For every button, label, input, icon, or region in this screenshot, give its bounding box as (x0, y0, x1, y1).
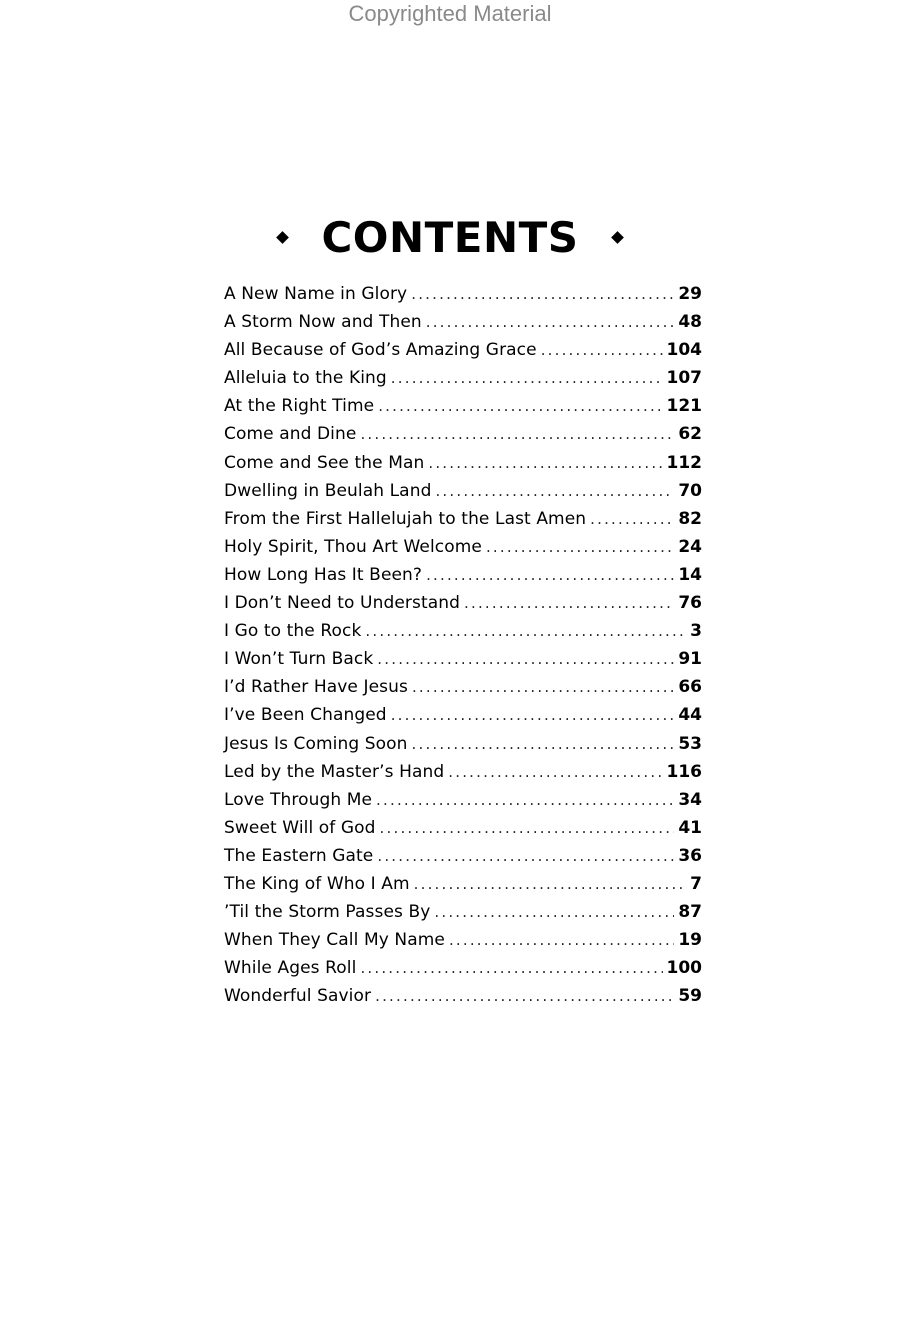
toc-entry-page: 100 (666, 958, 702, 979)
dot-leader (377, 645, 674, 673)
toc-entry-page: 29 (678, 284, 702, 304)
toc-entry-page: 44 (678, 705, 702, 726)
toc-entry-page: 62 (678, 424, 702, 445)
toc-entry (224, 982, 702, 1010)
toc-entry-title: Holy Spirit, Thou Art Welcome (224, 536, 482, 557)
dot-leader (391, 364, 663, 392)
dot-leader (412, 730, 675, 758)
toc-entry (224, 645, 702, 673)
toc-entry (224, 954, 702, 982)
dot-leader (377, 842, 674, 870)
toc-entry-page: 7 (690, 873, 702, 894)
toc-entry-page: 34 (678, 789, 702, 810)
toc-entry-page: 121 (666, 396, 702, 417)
toc-entry-title: I Go to the Rock (224, 621, 362, 642)
toc-entry (224, 617, 702, 645)
toc-entry-page: 3 (690, 621, 702, 642)
toc-entry-page: 116 (666, 761, 702, 782)
toc-entry (224, 561, 702, 589)
toc-entry-page: 19 (678, 930, 702, 951)
dot-leader (411, 280, 674, 308)
dot-leader (435, 477, 674, 505)
toc-entry-title: Led by the Master’s Hand (224, 761, 445, 782)
toc-entry-page: 70 (678, 480, 702, 501)
dot-leader (360, 420, 674, 448)
toc-entry-title: I Don’t Need to Understand (224, 593, 461, 614)
toc-entry-title: The Eastern Gate (224, 845, 374, 866)
toc-entry-title: While Ages Roll (224, 958, 357, 979)
contents-heading (0, 212, 900, 264)
toc-entry-title: A Storm Now and Then (224, 312, 422, 333)
toc-entry (224, 870, 702, 898)
toc-entry-title: I Won’t Turn Back (224, 649, 374, 670)
dot-leader (486, 533, 674, 561)
copyright-watermark: Copyrighted Material (348, 1, 552, 26)
dot-leader (412, 673, 674, 701)
toc-entry (224, 364, 702, 392)
toc-entry (224, 673, 702, 701)
dot-leader (414, 870, 687, 898)
toc-entry-title: ’Til the Storm Passes By (224, 902, 431, 923)
toc-entry-page: 53 (678, 733, 702, 754)
toc-entry-title: I’d Rather Have Jesus (224, 677, 408, 698)
toc-entry-title: I’ve Been Changed (224, 705, 387, 726)
toc-entry-title: Jesus Is Coming Soon (224, 733, 408, 754)
dot-leader (360, 954, 662, 982)
dot-leader (375, 982, 674, 1010)
dot-leader (376, 786, 674, 814)
dot-leader (434, 898, 674, 926)
contents-heading-text: CONTENTS (321, 213, 579, 262)
toc-entry-page: 36 (678, 845, 702, 866)
toc-entry-title: A New Name in Glory (224, 284, 408, 304)
toc-entry-page: 24 (678, 536, 702, 557)
toc-entry (224, 758, 702, 786)
toc-entry-title: Wonderful Savior (224, 986, 372, 1007)
dot-leader (426, 561, 674, 589)
toc-entry (224, 505, 702, 533)
dot-leader (391, 701, 675, 729)
toc-entry-title: How Long Has It Been? (224, 564, 423, 585)
toc-entry-page: 41 (678, 817, 702, 838)
toc-entry-title: The King of Who I Am (224, 873, 410, 894)
toc-entry (224, 308, 702, 336)
toc-entry-title: At the Right Time (224, 396, 375, 417)
dot-leader (590, 505, 674, 533)
toc-entry (224, 730, 702, 758)
toc-entry (224, 898, 702, 926)
dot-leader (380, 814, 675, 842)
diamond-right-icon (611, 231, 624, 244)
toc-entry (224, 280, 702, 308)
toc-entry-title: From the First Hallelujah to the Last Amen (224, 508, 587, 529)
toc-entry-page: 112 (666, 452, 702, 473)
toc-entry (224, 420, 702, 448)
toc-entry (224, 786, 702, 814)
toc-entry-page: 104 (666, 340, 702, 361)
toc-entry (224, 392, 702, 420)
dot-leader (448, 758, 662, 786)
diamond-left-icon (277, 231, 290, 244)
toc-entry-title: Love Through Me (224, 789, 373, 810)
toc-entry-page: 91 (678, 649, 702, 670)
toc-entry-title: Alleluia to the King (224, 368, 387, 389)
toc-entry-title: Dwelling in Beulah Land (224, 480, 432, 501)
toc-entry (224, 336, 702, 364)
toc-entry-page: 14 (678, 564, 702, 585)
toc-entry-title: All Because of God’s Amazing Grace (224, 340, 537, 361)
toc-entry (224, 589, 702, 617)
toc-entry (224, 477, 702, 505)
toc-entry-page: 82 (678, 508, 702, 529)
toc-entry (224, 701, 702, 729)
toc-entry-page: 48 (678, 312, 702, 333)
dot-leader (541, 336, 663, 364)
toc-entry-page: 87 (678, 902, 702, 923)
toc-entry-page: 107 (666, 368, 702, 389)
dot-leader (464, 589, 674, 617)
dot-leader (378, 392, 662, 420)
dot-leader (426, 308, 675, 336)
toc-entry-page: 59 (678, 986, 702, 1007)
dot-leader (365, 617, 686, 645)
toc-entry-title: Come and See the Man (224, 452, 425, 473)
toc-entry (224, 926, 702, 954)
toc-entry (224, 449, 702, 477)
toc-entry-title: Sweet Will of God (224, 817, 376, 838)
table-of-contents (224, 280, 702, 1010)
toc-entry-page: 66 (678, 677, 702, 698)
toc-entry-title: When They Call My Name (224, 930, 445, 951)
dot-leader (449, 926, 674, 954)
toc-entry-title: Come and Dine (224, 424, 357, 445)
toc-entry-page: 76 (678, 593, 702, 614)
dot-leader (428, 449, 662, 477)
toc-entry (224, 842, 702, 870)
toc-entry (224, 533, 702, 561)
toc-entry (224, 814, 702, 842)
